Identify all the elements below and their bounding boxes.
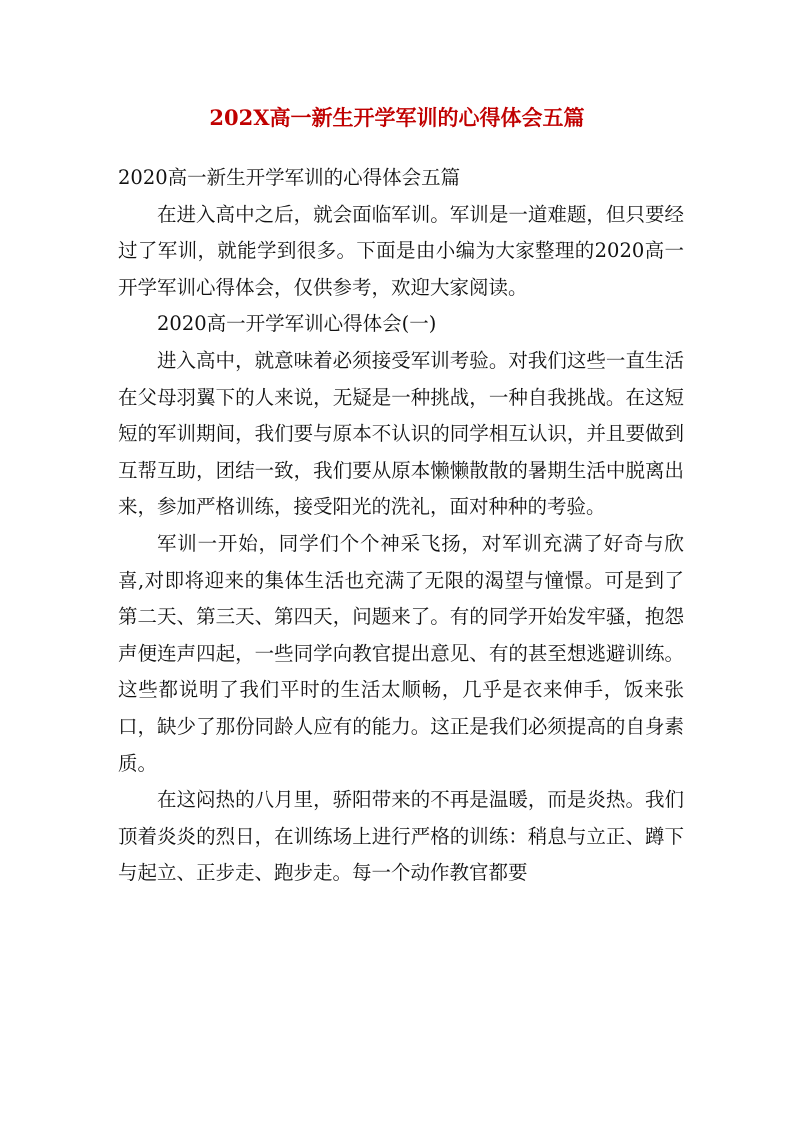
intro-paragraph: 在进入高中之后，就会面临军训。军训是一道难题，但只要经过了军训，就能学到很多。下面是由小编为大家整理的2020高一开学军训心得体会，仅供参考，欢迎大家阅读。: [118, 202, 684, 299]
document-subtitle: 2020高一新生开学军训的心得体会五篇: [118, 166, 461, 189]
section-heading: 2020高一开学军训心得体会(一): [157, 312, 437, 336]
document-body: [118, 160, 684, 892]
body-paragraph-2: 军训一开始，同学们个个神采飞扬，对军训充满了好奇与欣喜,对即将迎来的集体生活也充满了无限的渴望与憧憬。可是到了第二天、第三天、第四天，问题来了。有的同学开始发牢骚，抱怨声便连声四起，一些同学向教官提出意见、有的甚至想逃避训练。这些都说明了我们平时的生活太顺畅，几乎是衣来伸手，饭来张口，缺少了那份同龄人应有的能力。这正是我们必须提高的自身素质。: [118, 531, 684, 775]
document-title: 202X高一新生开学军训的心得体会五篇: [209, 105, 585, 130]
body-paragraph-1: 进入高中，就意味着必须接受军训考验。对我们这些一直生活在父母羽翼下的人来说，无疑是一种挑战，一种自我挑战。在这短短的军训期间，我们要与原本不认识的同学相互认识，并且要做到互帮互助，团结一致，我们要从原本懒懒散散的暑期生活中脱离出来，参加严格训练，接受阳光的洗礼，面对种种的考验。: [118, 348, 684, 519]
body-paragraph-3: 在这闷热的八月里，骄阳带来的不再是温暖，而是炎热。我们顶着炎炎的烈日，在训练场上进行严格的训练：稍息与立正、蹲下与起立、正步走、跑步走。每一个动作教官都要: [118, 788, 684, 885]
